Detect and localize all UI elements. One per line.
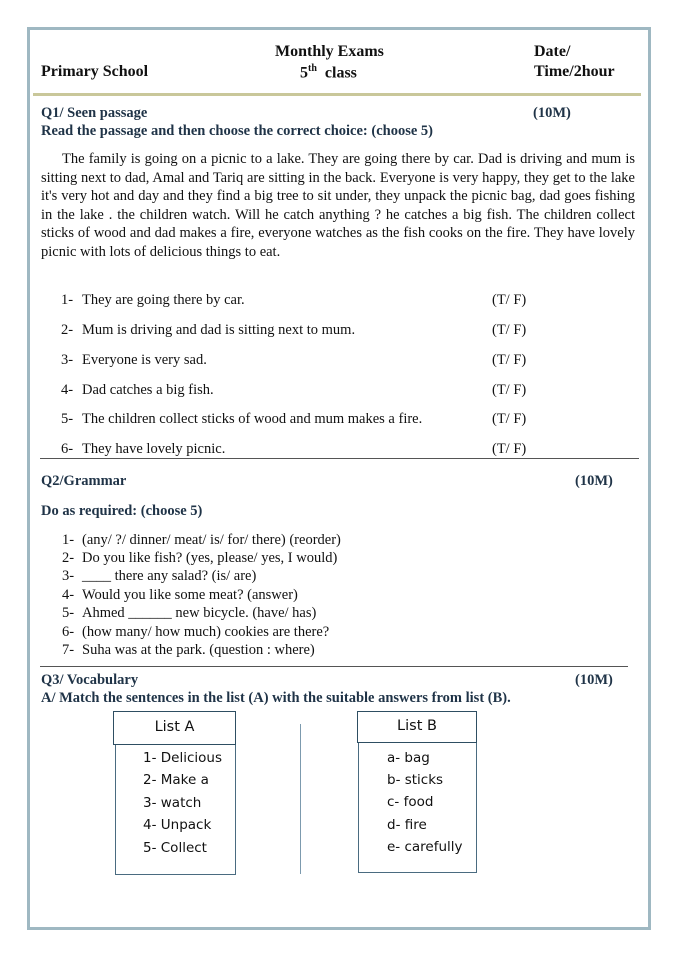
grammar-item-text: Would you like some meat? (answer) <box>82 587 298 603</box>
q3-marks: (10M) <box>575 672 613 688</box>
header-rule <box>33 93 641 96</box>
q2-title: Q2/Grammar <box>41 473 127 489</box>
q3-instruction: A/ Match the sentences in the list (A) with the suitable answers from list (B). <box>41 690 511 706</box>
q2-instruction: Do as required: (choose 5) <box>41 503 203 519</box>
list-b-item: e- carefully <box>387 839 463 855</box>
grade-suffix: th <box>308 63 317 74</box>
grammar-item-number: 3- <box>62 568 75 584</box>
list-b-item: c- food <box>387 794 434 810</box>
grammar-item-number: 2- <box>62 550 75 566</box>
tf-item-choice: (T/ F) <box>492 322 527 338</box>
tf-item-number: 3- <box>61 352 74 368</box>
list-a-item: 1- Delicious <box>143 750 222 766</box>
section-divider <box>40 458 639 459</box>
tf-item-text: Mum is driving and dad is sitting next to mum. <box>82 322 356 338</box>
tf-item-number: 5- <box>61 411 74 427</box>
list-divider <box>300 724 301 874</box>
tf-item-number: 1- <box>61 292 74 308</box>
grammar-item-text: ____ there any salad? (is/ are) <box>82 568 257 584</box>
grammar-item <box>62 624 329 641</box>
grade-label <box>300 63 357 82</box>
tf-item-text: They are going there by car. <box>82 292 245 308</box>
grade-word: class <box>324 64 357 82</box>
q1-title: Q1/ Seen passage <box>41 105 148 121</box>
tf-item-choice: (T/ F) <box>492 292 527 308</box>
tf-item-choice: (T/ F) <box>492 352 527 368</box>
q1-passage <box>41 150 635 262</box>
grammar-item-number: 6- <box>62 624 75 640</box>
grammar-item-text: Suha was at the park. (question : where) <box>82 642 315 658</box>
grammar-item <box>62 550 337 567</box>
grammar-item-text: Ahmed ______ new bicycle. (have/ has) <box>82 605 317 621</box>
grammar-item-number: 4- <box>62 587 75 603</box>
grade-number: 5 <box>300 64 308 82</box>
school-name: Primary School <box>41 63 149 80</box>
tf-item-number: 6- <box>61 441 74 457</box>
tf-item-choice: (T/ F) <box>492 382 527 398</box>
q1-marks: (10M) <box>533 105 571 121</box>
tf-item-choice: (T/ F) <box>492 411 527 427</box>
tf-item-text: The children collect sticks of wood and mum makes a fire. <box>82 411 423 427</box>
list-a-item: 5- Collect <box>143 840 207 856</box>
tf-item-choice: (T/ F) <box>492 441 527 457</box>
list-b-item: b- sticks <box>387 772 444 788</box>
tf-item-number: 4- <box>61 382 74 398</box>
section-divider <box>40 666 628 667</box>
grammar-item-text: (any/ ?/ dinner/ meat/ is/ for/ there) (reorder) <box>82 532 341 548</box>
tf-item-number: 2- <box>61 322 74 338</box>
list-a-title: List A <box>113 711 236 745</box>
list-b-title: List B <box>357 711 477 743</box>
date-label: Date/ <box>534 43 571 60</box>
list-b-item: a- bag <box>387 750 430 766</box>
grammar-item <box>62 642 315 659</box>
time-label: Time/2hour <box>534 63 615 80</box>
q1-instruction: Read the passage and then choose the correct choice: (choose 5) <box>41 123 433 139</box>
list-b-item: d- fire <box>387 817 427 833</box>
tf-item-text: Everyone is very sad. <box>82 352 207 368</box>
grammar-item <box>62 587 298 604</box>
grammar-item <box>62 568 256 585</box>
exam-title: Monthly Exams <box>275 43 384 60</box>
list-a-item: 3- watch <box>143 795 202 811</box>
tf-item-text: They have lovely picnic. <box>82 441 226 457</box>
grammar-item-number: 5- <box>62 605 75 621</box>
grammar-item-text: Do you like fish? (yes, please/ yes, I would) <box>82 550 338 566</box>
grammar-item-text: (how many/ how much) cookies are there? <box>82 624 330 640</box>
q2-marks: (10M) <box>575 473 613 489</box>
grammar-item <box>62 605 316 622</box>
tf-item-text: Dad catches a big fish. <box>82 382 214 398</box>
q3-title: Q3/ Vocabulary <box>41 672 139 688</box>
list-a-item: 2- Make a <box>143 772 209 788</box>
passage-text: The family is going on a picnic to a lake. They are going there by car. Dad is driving and mum is sitting next to dad, Amal and Tariq are sitting in the back. Everyone is very happy, they get to the lake it's very hot and day and they find a big tree to sit under, they unpack the picnic bag, dad goes fishing in the lake . the children watch. Will he catch anything ? he catches a big fish. The children collect sticks of wood and dad makes a fire, everyone watches as the fish cooks on the fire. They have lovely picnic with lots of delicious things to eat. <box>41 151 635 260</box>
grammar-item-number: 7- <box>62 642 75 658</box>
grammar-item-number: 1- <box>62 532 75 548</box>
list-a-item: 4- Unpack <box>143 817 212 833</box>
grammar-item <box>62 532 341 549</box>
